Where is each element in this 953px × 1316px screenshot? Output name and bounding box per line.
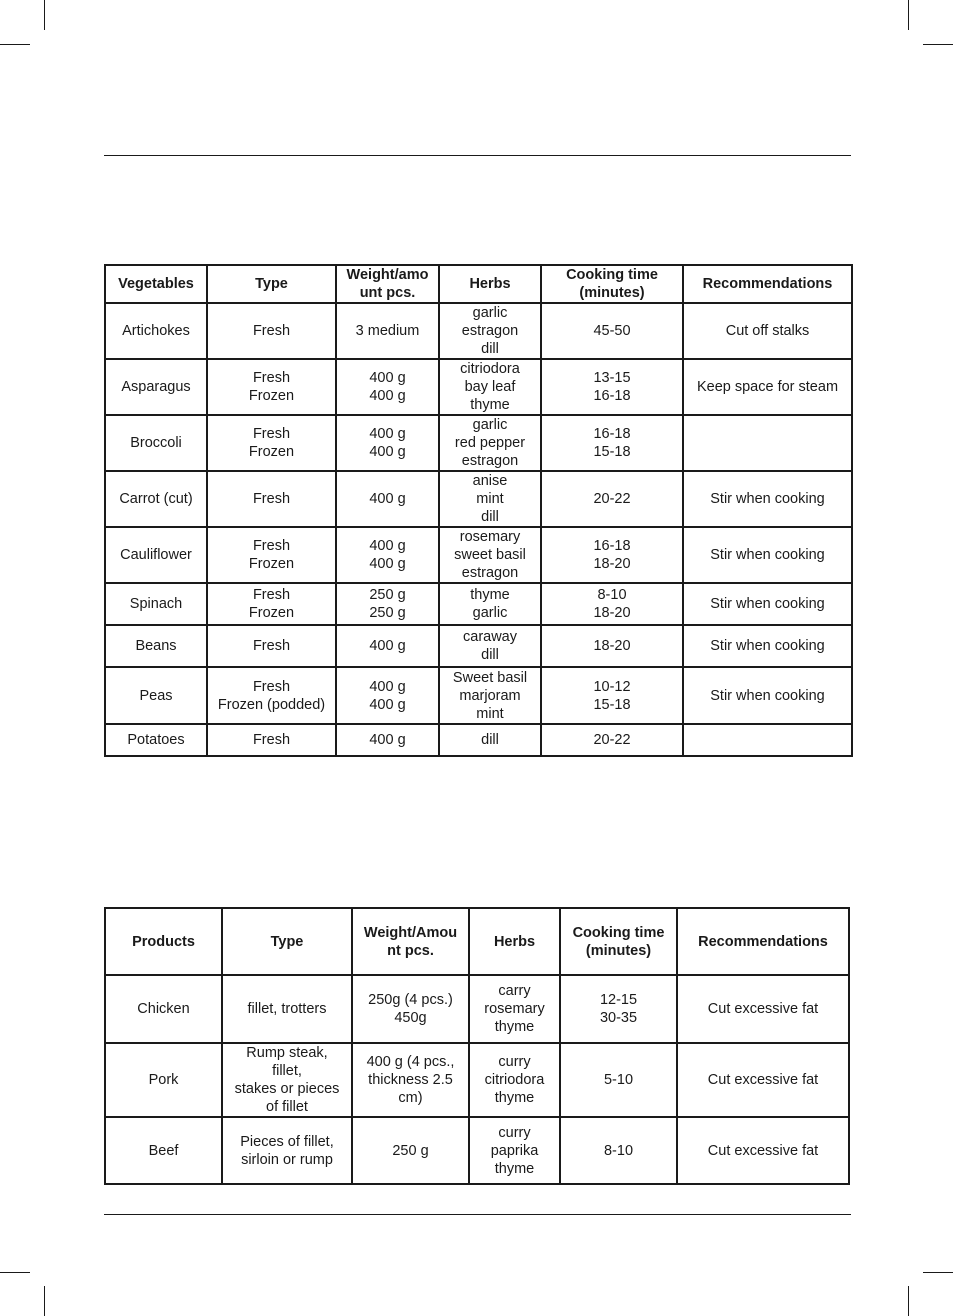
cell-vegetable: Potatoes [105,724,207,756]
crop-mark-bottom-left-horizontal [0,1272,30,1273]
cell-vegetable: Asparagus [105,359,207,415]
cell-weight: 400 g [336,471,439,527]
cell-herbs: curry paprika thyme [469,1117,560,1184]
header-cooking-time: Cooking time (minutes) [560,908,677,975]
cell-herbs: caraway dill [439,625,541,667]
cell-weight: 250g (4 pcs.) 450g [352,975,469,1043]
cell-weight: 400 g 400 g [336,667,439,724]
table-row [105,415,852,471]
cell-recommendation: Stir when cooking [683,583,852,625]
cell-recommendation: Cut off stalks [683,303,852,359]
cell-herbs: Sweet basil marjoram mint [439,667,541,724]
cell-vegetable: Peas [105,667,207,724]
cell-herbs: citriodora bay leaf thyme [439,359,541,415]
cell-herbs: thyme garlic [439,583,541,625]
cell-product: Pork [105,1043,222,1117]
cell-recommendation: Stir when cooking [683,471,852,527]
cell-cooking-time: 20-22 [541,471,683,527]
cell-cooking-time: 20-22 [541,724,683,756]
table-row [105,667,852,724]
cell-product: Beef [105,1117,222,1184]
crop-mark-top-left-horizontal [0,44,30,45]
cell-weight: 400 g [336,625,439,667]
crop-mark-bottom-right-horizontal [923,1272,953,1273]
cell-herbs: garlic estragon dill [439,303,541,359]
cell-weight: 400 g (4 pcs., thickness 2.5 cm) [352,1043,469,1117]
table-row [105,975,849,1043]
cell-type: Rump steak, fillet, stakes or pieces of fillet [222,1043,352,1117]
table-header-row [105,908,849,975]
cell-herbs: dill [439,724,541,756]
cell-recommendation: Stir when cooking [683,625,852,667]
cell-weight: 250 g [352,1117,469,1184]
cell-type: Fresh [207,625,336,667]
cell-recommendation [683,415,852,471]
cell-vegetable: Artichokes [105,303,207,359]
cell-weight: 3 medium [336,303,439,359]
footer-rule [104,1214,851,1215]
cell-herbs: carry rosemary thyme [469,975,560,1043]
vegetables-cooking-table [104,264,853,757]
cell-type: Fresh Frozen [207,415,336,471]
cell-herbs: rosemary sweet basil estragon [439,527,541,583]
header-herbs: Herbs [439,265,541,303]
cell-weight: 400 g [336,724,439,756]
cell-type: Fresh [207,303,336,359]
table-row [105,303,852,359]
cell-cooking-time: 12-15 30-35 [560,975,677,1043]
cell-herbs: curry citriodora thyme [469,1043,560,1117]
cell-cooking-time: 16-18 15-18 [541,415,683,471]
cell-cooking-time: 8-10 [560,1117,677,1184]
table-row [105,359,852,415]
cell-cooking-time: 5-10 [560,1043,677,1117]
header-herbs: Herbs [469,908,560,975]
crop-mark-top-right-horizontal [923,44,953,45]
cell-cooking-time: 8-10 18-20 [541,583,683,625]
cell-cooking-time: 13-15 16-18 [541,359,683,415]
cell-weight: 400 g 400 g [336,415,439,471]
crop-mark-bottom-left-vertical [44,1286,45,1316]
meat-cooking-table [104,907,850,1185]
table-row [105,1117,849,1184]
cell-weight: 400 g 400 g [336,359,439,415]
cell-weight: 250 g 250 g [336,583,439,625]
header-rule [104,155,851,156]
crop-mark-bottom-right-vertical [908,1286,909,1316]
cell-type: Fresh [207,724,336,756]
cell-type: Fresh Frozen [207,583,336,625]
cell-vegetable: Beans [105,625,207,667]
cell-type: Pieces of fillet, sirloin or rump [222,1117,352,1184]
cell-vegetable: Cauliflower [105,527,207,583]
header-vegetables: Vegetables [105,265,207,303]
cell-type: fillet, trotters [222,975,352,1043]
header-cooking-time: Cooking time (minutes) [541,265,683,303]
cell-product: Chicken [105,975,222,1043]
table-row [105,471,852,527]
crop-mark-top-right-vertical [908,0,909,30]
cell-cooking-time: 18-20 [541,625,683,667]
cell-recommendation: Cut excessive fat [677,1043,849,1117]
table-row [105,625,852,667]
cell-recommendation: Cut excessive fat [677,975,849,1043]
cell-cooking-time: 45-50 [541,303,683,359]
header-products: Products [105,908,222,975]
header-recommendations: Recommendations [677,908,849,975]
cell-recommendation: Keep space for steam [683,359,852,415]
cell-herbs: garlic red pepper estragon [439,415,541,471]
cell-recommendation: Stir when cooking [683,667,852,724]
cell-vegetable: Broccoli [105,415,207,471]
cell-type: Fresh Frozen (podded) [207,667,336,724]
header-type: Type [207,265,336,303]
crop-mark-top-left-vertical [44,0,45,30]
table-row [105,724,852,756]
cell-recommendation: Stir when cooking [683,527,852,583]
cell-herbs: anise mint dill [439,471,541,527]
header-weight: Weight/amo unt pcs. [336,265,439,303]
cell-type: Fresh Frozen [207,359,336,415]
cell-recommendation: Cut excessive fat [677,1117,849,1184]
cell-vegetable: Spinach [105,583,207,625]
table-header-row [105,265,852,303]
header-weight: Weight/Amou nt pcs. [352,908,469,975]
cell-recommendation [683,724,852,756]
header-recommendations: Recommendations [683,265,852,303]
cell-type: Fresh [207,471,336,527]
table-row [105,583,852,625]
cell-type: Fresh Frozen [207,527,336,583]
cell-cooking-time: 16-18 18-20 [541,527,683,583]
table-row [105,1043,849,1117]
cell-cooking-time: 10-12 15-18 [541,667,683,724]
cell-weight: 400 g 400 g [336,527,439,583]
table-row [105,527,852,583]
header-type: Type [222,908,352,975]
cell-vegetable: Carrot (cut) [105,471,207,527]
